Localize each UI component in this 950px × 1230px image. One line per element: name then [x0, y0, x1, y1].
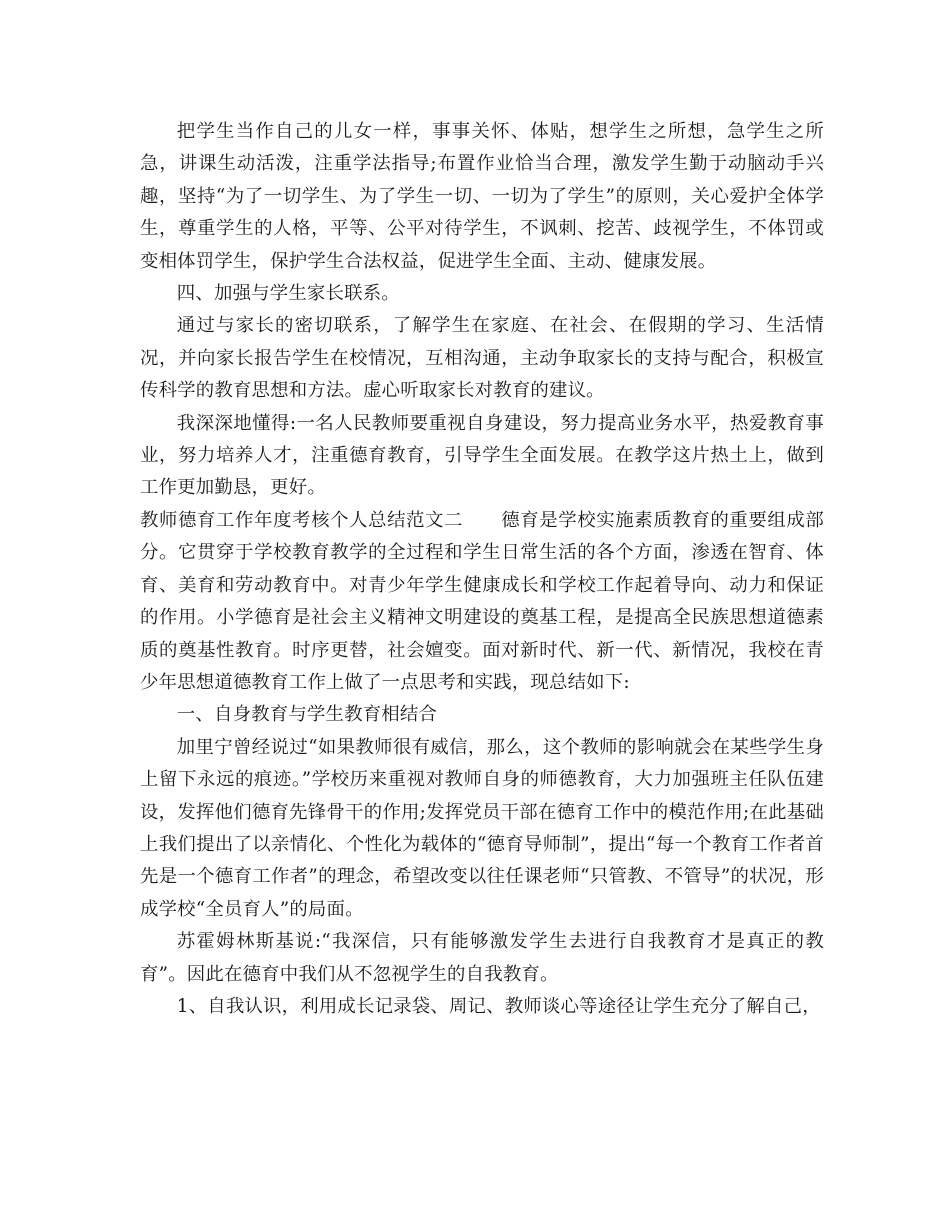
section-heading-self-and-student-education: 一、自身教育与学生教育相结合	[176, 704, 438, 726]
paragraph-summary-two-intro: 教师德育工作年度考核个人总结范文二 德育是学校实施素质教育的重要组成部分。它贯穿于学校教育教学的全过程和学生日常生活的各个方面，渗透在智育、体育、美育和劳动教育中。对青少年学生健康成长和学校工作起着导向、动力和保证的作用。小学德育是社会主义精神文明建设的奠基工程，是提高全民族思想道德素质的奠基性教育。时序更替，社会嬗变。面对新时代、新一代、新情况，我校在青少年思想道德教育工作上做了一点思考和实践，现总结如下:	[140, 509, 824, 693]
paragraph-kalinin-quote: 加里宁曾经说过“如果教师很有威信，那么，这个教师的影响就会在某些学生身上留下永远的痕迹。”学校历来重视对教师自身的师德教育，大力加强班主任队伍建设，发挥他们德育先锋骨干的作用;发挥党员干部在德育工作中的模范作用;在此基础上我们提出了以亲情化、个性化为载体的“德育导师制”，提出“每一个教育工作者首先是一个德育工作者”的理念，希望改变以往任课老师“只管教、不管导”的状况，形成学校“全员育人”的局面。	[140, 736, 824, 920]
paragraph-self-development: 我深深地懂得:一名人民教师要重视自身建设，努力提高业务水平，热爱教育事业，努力培养人才，注重德育教育，引导学生全面发展。在教学这片热土上，做到工作更加勤恳，更好。	[140, 412, 824, 499]
document-body	[140, 116, 824, 1023]
paragraph-sukhomlinsky-quote: 苏霍姆林斯基说:“我深信，只有能够激发学生去进行自我教育才是真正的教育”。因此在德育中我们从不忽视学生的自我教育。	[140, 931, 824, 985]
paragraph-parent-communication: 通过与家长的密切联系，了解学生在家庭、在社会、在假期的学习、生活情况，并向家长报告学生在校情况，互相沟通，主动争取家长的支持与配合，积极宣传科学的教育思想和方法。虚心听取家长对教育的建议。	[140, 315, 824, 402]
paragraph-self-recognition: 1、自我认识，利用成长记录袋、周记、教师谈心等途径让学生充分了解自己，	[176, 995, 821, 1017]
paragraph-care-for-students: 把学生当作自己的儿女一样，事事关怀、体贴，想学生之所想，急学生之所急，讲课生动活泼，注重学法指导;布置作业恰当合理，激发学生勤于动脑动手兴趣，坚持“为了一切学生、为了学生一切、一切为了学生”的原则，关心爱护全体学生，尊重学生的人格，平等、公平对待学生，不讽刺、挖苦、歧视学生，不体罚或变相体罚学生，保护学生合法权益，促进学生全面、主动、健康发展。	[140, 121, 824, 272]
section-heading-parent-contact: 四、加强与学生家长联系。	[176, 283, 400, 305]
